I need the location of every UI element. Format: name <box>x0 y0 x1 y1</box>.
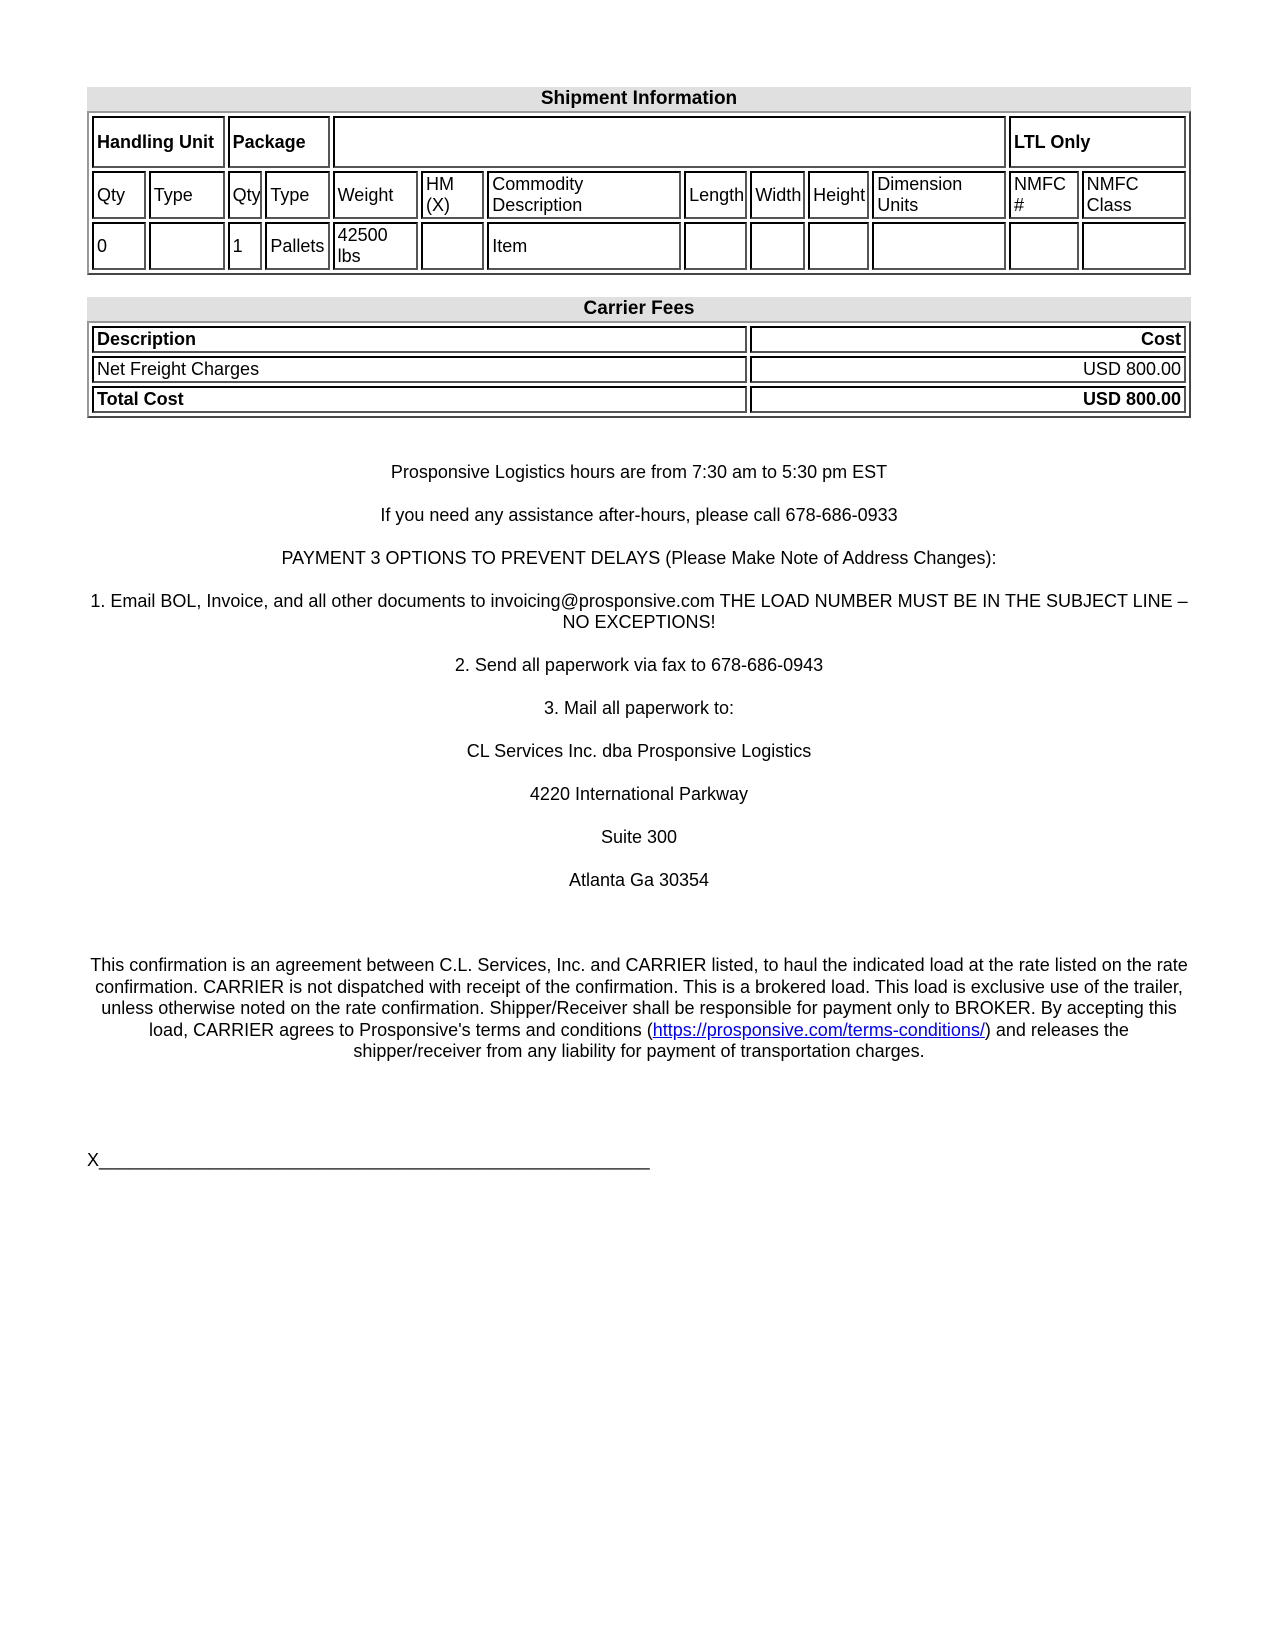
shipment-information-title: Shipment Information <box>87 87 1191 111</box>
package-header: Package <box>228 116 330 168</box>
handling-unit-header: Handling Unit <box>92 116 225 168</box>
fees-header-row <box>92 326 1186 353</box>
cell-hu-qty: 0 <box>92 222 146 270</box>
payment-option-fax: 2. Send all paperwork via fax to 678-686-0943 <box>454 655 824 675</box>
col-header-height: Height <box>808 171 869 219</box>
col-header-length: Length <box>684 171 747 219</box>
col-header-hm: HM (X) <box>421 171 484 219</box>
cell-hm <box>421 222 484 270</box>
fees-description-header: Description <box>92 326 747 353</box>
cell-nmfc-class <box>1082 222 1186 270</box>
cell-weight: 42500 lbs <box>333 222 418 270</box>
col-header-dimension-units: Dimension Units <box>872 171 1006 219</box>
ltl-only-header: LTL Only <box>1009 116 1186 168</box>
fees-total-row <box>92 386 1186 413</box>
total-cost-label: Total Cost <box>92 386 747 413</box>
signature-line: X_______________________________________________________ <box>87 1150 650 1170</box>
terms-conditions-link[interactable]: https://prosponsive.com/terms-conditions/ <box>652 1019 985 1040</box>
cell-dimension-units <box>872 222 1006 270</box>
cell-nmfc-number <box>1009 222 1079 270</box>
payment-option-mail: 3. Mail all paperwork to: <box>543 698 735 718</box>
agreement-text-after-link: ) and releases the shipper/receiver from any liability for payment of transportation charges. <box>353 1019 1129 1061</box>
col-header-nmfc-number: NMFC # <box>1009 171 1079 219</box>
cell-pkg-qty: 1 <box>228 222 263 270</box>
cell-commodity: Item <box>487 222 681 270</box>
cell-hu-type <box>149 222 225 270</box>
cell-width <box>750 222 805 270</box>
fees-cost-header: Cost <box>750 326 1186 353</box>
cell-pkg-type: Pallets <box>265 222 329 270</box>
mail-city-state-zip: Atlanta Ga 30354 <box>568 870 710 890</box>
col-header-pkg-type: Type <box>265 171 329 219</box>
carrier-fees-section <box>87 297 1191 418</box>
agreement-text-before-link: This confirmation is an agreement between C.L. Services, Inc. and CARRIER listed, to haul the indicated load at the rate listed on the rate confirmation. CARRIER is not dispatched with receipt of the confirmation. This is a brokered load. This load is exclusive use of the trailer, unless otherwise noted on the rate confirmation. Shipper/Receiver shall be responsible for payment only to BROKER. By accepting this load, CARRIER agrees to Prosponsive's terms and conditions ( <box>90 955 1188 1040</box>
col-header-weight: Weight <box>333 171 418 219</box>
payment-options-heading: PAYMENT 3 OPTIONS TO PREVENT DELAYS (Please Make Note of Address Changes): <box>281 548 997 568</box>
col-header-hu-type: Type <box>149 171 225 219</box>
cell-height <box>808 222 869 270</box>
office-hours-text: Prosponsive Logistics hours are from 7:30 am to 5:30 pm EST <box>390 462 888 482</box>
col-header-hu-qty: Qty <box>92 171 146 219</box>
col-header-pkg-qty: Qty <box>228 171 263 219</box>
carrier-fees-table <box>87 321 1191 418</box>
col-header-commodity: Commodity Description <box>487 171 681 219</box>
total-cost-value: USD 800.00 <box>750 386 1186 413</box>
mail-suite: Suite 300 <box>600 827 678 847</box>
instructions-notes <box>87 462 1191 913</box>
fee-cost: USD 800.00 <box>750 356 1186 383</box>
blank-header <box>333 116 1006 168</box>
agreement-paragraph <box>87 955 1191 1063</box>
payment-option-email: 1. Email BOL, Invoice, and all other documents to invoicing@prosponsive.com THE LOAD NUMBER MUST BE IN THE SUBJECT LINE – NO EXCEPTIONS! <box>90 591 1188 632</box>
mail-company-name: CL Services Inc. dba Prosponsive Logistics <box>466 741 812 761</box>
table-row <box>92 222 1186 270</box>
after-hours-text: If you need any assistance after-hours, please call 678-686-0933 <box>380 505 898 525</box>
shipment-information-section <box>87 87 1191 275</box>
carrier-fees-title: Carrier Fees <box>87 297 1191 321</box>
col-header-nmfc-class: NMFC Class <box>1082 171 1186 219</box>
table-row <box>92 356 1186 383</box>
mail-street-address: 4220 International Parkway <box>529 784 749 804</box>
shipment-column-header-row <box>92 171 1186 219</box>
shipment-group-header-row <box>92 116 1186 168</box>
shipment-table <box>87 111 1191 275</box>
col-header-width: Width <box>750 171 805 219</box>
fee-description: Net Freight Charges <box>92 356 747 383</box>
cell-length <box>684 222 747 270</box>
